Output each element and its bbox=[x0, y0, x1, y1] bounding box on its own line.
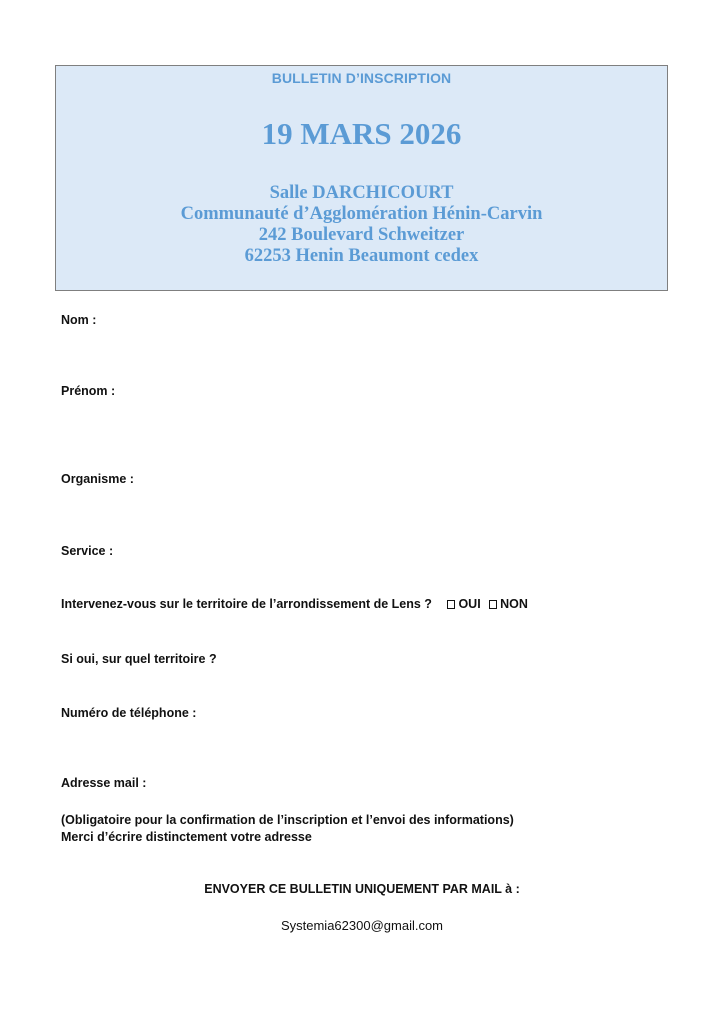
no-label: NON bbox=[500, 597, 528, 611]
event-date: 19 MARS 2026 bbox=[261, 116, 462, 151]
yes-label: OUI bbox=[458, 597, 481, 611]
lens-no-option[interactable] bbox=[489, 597, 528, 611]
lens-territory-question bbox=[61, 597, 533, 611]
send-instruction: ENVOYER CE BULLETIN UNIQUEMENT PAR MAIL à : bbox=[204, 882, 520, 896]
lens-yes-option[interactable] bbox=[447, 597, 480, 611]
organization-name: Communauté d’Agglomération Hénin-Carvin bbox=[180, 204, 543, 224]
no-checkbox-icon[interactable] bbox=[489, 600, 497, 609]
document-title: BULLETIN D’INSCRIPTION bbox=[271, 70, 452, 86]
venue-name: Salle DARCHICOURT bbox=[269, 183, 454, 203]
phone-label: Numéro de téléphone : bbox=[61, 706, 197, 720]
phone-field[interactable] bbox=[61, 706, 196, 720]
email-note-line-1: (Obligatoire pour la confirmation de l’inscription et l’envoi des informations) bbox=[61, 813, 514, 827]
email-field[interactable] bbox=[61, 776, 146, 790]
street-address: 242 Boulevard Schweitzer bbox=[258, 225, 465, 245]
prenom-field[interactable] bbox=[61, 384, 115, 398]
nom-field[interactable] bbox=[61, 313, 96, 327]
registration-header bbox=[55, 65, 668, 291]
service-field[interactable] bbox=[61, 544, 113, 558]
nom-label: Nom : bbox=[61, 313, 97, 327]
event-address bbox=[56, 183, 667, 267]
email-note bbox=[61, 812, 514, 846]
contact-email[interactable]: Systemia62300@gmail.com bbox=[280, 918, 444, 933]
service-label: Service : bbox=[61, 544, 114, 558]
postal-address: 62253 Henin Beaumont cedex bbox=[244, 246, 479, 266]
yes-checkbox-icon[interactable] bbox=[447, 600, 455, 609]
prenom-label: Prénom : bbox=[61, 384, 116, 398]
territory-field[interactable] bbox=[61, 652, 217, 666]
territory-label: Si oui, sur quel territoire ? bbox=[61, 652, 217, 666]
email-note-line-2: Merci d’écrire distinctement votre adresse bbox=[61, 830, 312, 844]
email-label: Adresse mail : bbox=[61, 776, 147, 790]
organisme-field[interactable] bbox=[61, 472, 134, 486]
organisme-label: Organisme : bbox=[61, 472, 134, 486]
lens-choice-group bbox=[447, 597, 533, 611]
lens-question-label: Intervenez-vous sur le territoire de l’arrondissement de Lens ? bbox=[61, 597, 432, 611]
